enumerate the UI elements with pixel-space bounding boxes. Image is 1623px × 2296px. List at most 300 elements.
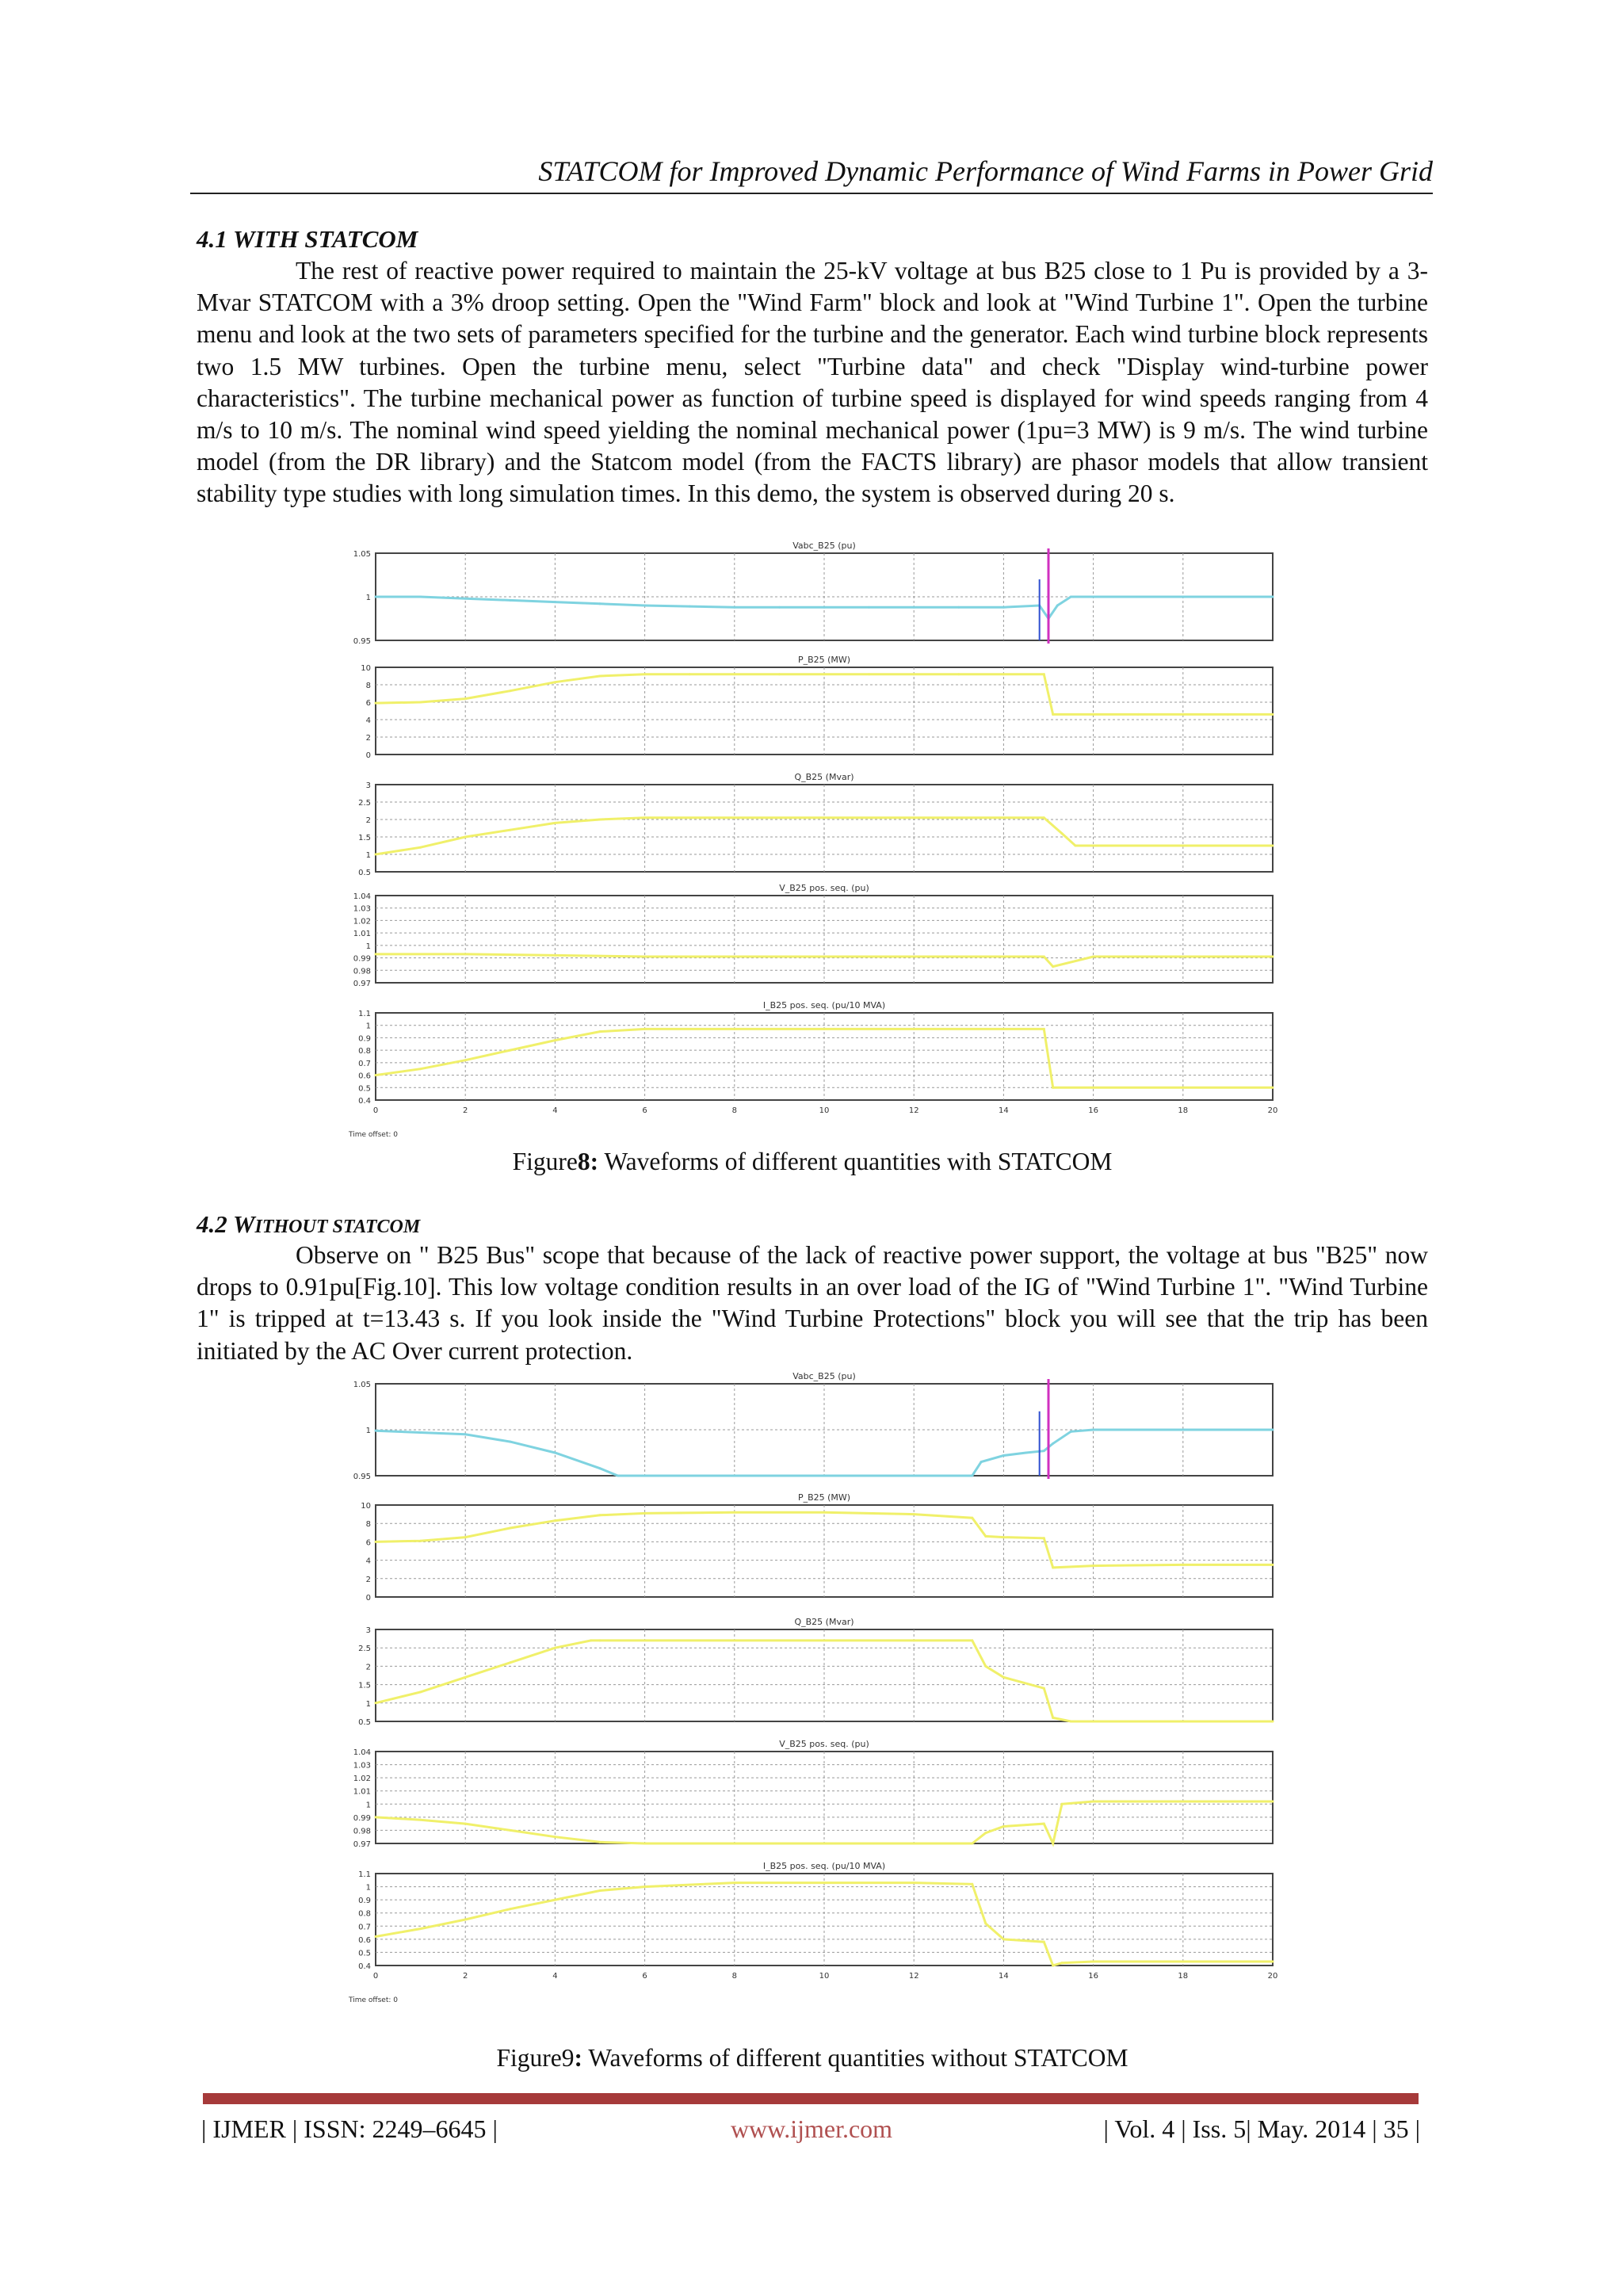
y-tick-label: 1.1 [358,1010,371,1018]
y-tick-label: 0.6 [358,1935,371,1945]
figure9-caption: Figure9: Waveforms of different quantities without STATCOM [496,2044,1128,2072]
data-point [1043,1687,1045,1690]
x-tick-label: 2 [463,1106,468,1115]
data-point [1052,713,1054,716]
data-point [554,822,556,824]
scope-panel [358,772,1274,877]
data-point [1182,1721,1184,1723]
y-tick-label: 0 [365,751,371,760]
x-tick-label: 8 [731,1106,737,1115]
data-point [375,1935,377,1938]
y-tick-label: 2.5 [358,799,371,808]
x-tick-label: 12 [908,1972,919,1981]
data-point [464,836,467,839]
panel-title: I_B25 pos. seq. (pu/10 MVA) [762,1861,886,1871]
section-4-2-paragraph: Observe on " B25 Bus" scope that because of the lack of reactive power support, the voltage at bus "B25" now drops to 0.91pu[Fig.10]. This low voltage condition results in an over load of the IG of "Wind Turbine 1". "Wind Turbine 1" is tripped at t=13.43 s. If you look inside the "Wind Turbine Protections" block you will see that the trip has been initiated by the AC Over current protection. [197,1241,1428,1365]
y-tick-label: 1.03 [353,1761,371,1771]
data-point [823,673,826,675]
data-point [1272,1087,1274,1089]
data-point [1052,1717,1054,1719]
data-point [1070,1721,1072,1723]
data-point [733,1511,735,1514]
y-tick-label: 0 [365,1594,371,1603]
data-point [1002,1825,1005,1828]
y-tick-label: 4 [365,1557,371,1566]
data-point [689,673,691,675]
data-point [1056,605,1059,607]
panel-title: Q_B25 (Mvar) [794,1617,854,1627]
y-tick-label: 1.04 [353,1748,371,1757]
data-point [1002,1938,1005,1940]
data-point [1182,845,1184,847]
data-point [1092,1429,1094,1431]
data-point [375,854,377,856]
data-point [464,1433,467,1435]
y-tick-label: 1.01 [353,1787,371,1797]
data-point [971,1475,973,1477]
y-tick-label: 8 [365,1520,371,1530]
data-point [1002,1454,1005,1457]
y-tick-label: 0.99 [353,954,371,964]
x-tick-label: 2 [463,1972,468,1981]
data-point [957,606,960,609]
data-point [1272,1429,1274,1431]
data-point [375,1541,377,1543]
data-point [823,816,826,819]
data-point [1043,1537,1045,1539]
x-tick-label: 6 [642,1972,647,1981]
data-point [1272,1564,1274,1566]
data-point [823,1028,826,1030]
data-point [1002,956,1005,958]
footer-issue-page: | Vol. 4 | Iss. 5| May. 2014 | 35 | [1103,2115,1420,2143]
y-tick-label: 0.9 [358,1897,371,1906]
data-point [375,1430,377,1432]
data-point [1043,1450,1045,1452]
data-point [1002,673,1005,675]
data-point [1052,1442,1054,1445]
y-tick-label: 0.6 [358,1072,371,1081]
data-point [1052,1965,1054,1967]
data-point [509,1829,511,1832]
scope-panel [353,541,1274,646]
panel-title: V_B25 pos. seq. (pu) [779,1739,869,1749]
scope-panel [353,1739,1274,1849]
data-point [823,1881,826,1884]
data-point [554,954,556,957]
header-rule [190,193,1433,194]
data-point [554,1452,556,1454]
x-tick-label: 0 [372,1972,379,1981]
panel-title: I_B25 pos. seq. (pu/10 MVA) [762,1000,886,1010]
data-point [1074,845,1076,847]
data-point [1052,1087,1054,1089]
data-point [1137,1429,1140,1431]
time-offset-label: Time offset: 0 [349,1131,398,1139]
y-tick-label: 0.97 [353,1840,371,1849]
data-point [464,1536,467,1538]
x-tick-label: 4 [552,1972,558,1981]
x-tick-label: 18 [1178,1106,1189,1115]
y-tick-label: 1.02 [353,1775,371,1784]
figure8-caption: Figure8: Waveforms of different quantities with STATCOM [512,1148,1113,1175]
data-point [419,1431,422,1434]
data-point [1092,1961,1094,1963]
data-point [913,606,915,609]
y-tick-label: 0.8 [358,1047,371,1056]
data-point [599,1514,601,1516]
data-point [1227,596,1229,598]
data-point [509,829,511,831]
y-tick-label: 1.04 [353,892,371,901]
data-point [554,1899,556,1901]
data-point [1272,1961,1274,1963]
data-point [1227,713,1229,716]
data-point [689,606,691,608]
data-point [913,1028,915,1030]
data-point [1137,713,1140,716]
scope-panel [353,883,1274,988]
data-point [464,1919,467,1921]
data-point [599,1467,601,1469]
data-point [971,1639,973,1641]
y-tick-label: 1.02 [353,917,371,926]
y-tick-label: 0.4 [358,1097,371,1106]
y-tick-label: 3 [365,1626,371,1635]
data-point [419,701,422,704]
panel-title: Q_B25 (Mvar) [794,772,854,782]
x-tick-label: 12 [908,1106,919,1115]
data-point [1052,965,1054,968]
y-tick-label: 1 [365,1699,371,1709]
footer-website: www.ijmer.com [730,2115,893,2143]
data-point [1092,1800,1094,1802]
y-tick-label: 1 [365,1883,371,1893]
data-point [554,681,556,683]
data-point [509,1441,511,1443]
data-point [1227,1429,1229,1431]
data-point [1227,845,1229,847]
section-4-1-paragraph: The rest of reactive power required to maintain the 25-kV voltage at bus B25 close to 1 Pu is provided by a 3-Mvar STATCOM with a 3% droop setting. Open the "Wind Farm" block and look at "Wind Turbine 1". Open the turbine menu and look at the two sets of parameters specified for the turbine and the generator. Each wind turbine block represents two 1.5 MW turbines. Open the turbine menu, select "Turbine data" and check "Display wind-turbine power characteristics". The turbine mechanical power as function of turbine speed is displayed for wind speeds ranging from 4 m/s to 10 m/s. The nominal wind speed yielding the nominal mechanical power (1pu=3 MW) is 9 m/s. The wind turbine model (from the DR library) and the Statcom model (from the FACTS library) are phasor models that allow transient stability type studies with long simulation times. In this demo, the system is observed during 20 s. [197,257,1428,508]
data-point [778,673,781,675]
data-point [778,606,781,609]
data-point [971,1517,973,1519]
x-tick-label: 10 [819,1972,830,1981]
scope-panel [358,1617,1274,1727]
scope-panel [361,1492,1274,1603]
data-point [419,1068,422,1070]
data-point [984,1665,987,1668]
data-point [464,1823,467,1825]
panel-title: Vabc_B25 (pu) [792,541,856,551]
x-tick-label: 18 [1178,1972,1189,1981]
data-point [1043,816,1045,819]
data-point [1272,956,1274,958]
data-point [984,1922,987,1924]
x-tick-label: 4 [552,1106,558,1115]
data-point [1182,1800,1184,1802]
scope-panel [353,1371,1274,1481]
data-point [1182,1961,1184,1963]
data-point [554,1519,556,1522]
data-point [599,602,601,605]
data-point [1092,845,1094,847]
data-point [984,1832,987,1834]
data-point [913,1513,915,1515]
y-tick-label: 10 [361,664,371,673]
data-point [419,1540,422,1542]
data-point [1272,596,1274,598]
data-point [599,1639,601,1641]
y-tick-label: 2 [365,734,371,743]
footer-journal: | IJMER | ISSN: 2249–6645 | [201,2115,498,2143]
y-tick-label: 1 [365,1801,371,1810]
section-heading-4-2: 4.2 WITHOUT STATCOM [197,1210,421,1238]
data-point [643,673,646,675]
data-point [599,1030,601,1033]
y-tick-label: 10 [361,1502,371,1511]
y-tick-label: 1.01 [353,930,371,939]
data-point [464,953,467,955]
data-point [1052,1843,1054,1845]
data-point [643,1512,646,1515]
data-point [1137,1721,1140,1723]
data-point [509,1049,511,1052]
data-point [1070,1431,1072,1433]
y-tick-label: 0.98 [353,1827,371,1836]
y-tick-label: 6 [365,699,371,708]
data-point [1092,596,1094,598]
data-point [1060,1962,1063,1964]
data-point [1272,713,1274,716]
x-tick-label: 14 [999,1106,1009,1115]
data-point [1002,1028,1005,1030]
data-point [868,673,870,675]
data-point [419,1690,422,1693]
data-point [643,956,646,958]
data-point [733,606,735,609]
y-tick-label: 1.1 [358,1870,371,1879]
section-heading-4-1: 4.1 WITH STATCOM [197,225,418,253]
y-tick-label: 6 [365,1538,371,1548]
data-point [1182,1429,1184,1431]
data-point [913,816,915,819]
data-point [554,1039,556,1041]
running-title: STATCOM for Improved Dynamic Performance of Wind Farms in Power Grid [538,155,1433,187]
data-point [554,1647,556,1649]
data-point [957,673,960,675]
data-point [509,1908,511,1910]
data-point [1092,956,1094,958]
y-tick-label: 4 [365,716,371,725]
x-tick-label: 20 [1267,1972,1278,1981]
y-tick-label: 0.98 [353,967,371,976]
scope-panel [361,655,1274,760]
data-point [1137,845,1140,847]
data-point [1002,1676,1005,1679]
figure8-waveforms [341,541,1300,1145]
data-point [1043,1823,1045,1825]
data-point [464,598,467,600]
x-tick-label: 14 [999,1972,1009,1981]
data-point [733,1028,735,1030]
data-point [1070,596,1072,598]
data-point [375,1816,377,1818]
data-point [823,956,826,958]
y-tick-label: 0.4 [358,1962,371,1971]
footer-bar [203,2093,1419,2104]
data-point [1043,673,1045,675]
data-point [733,1881,735,1884]
data-point [509,1527,511,1530]
data-point [1025,1452,1027,1454]
y-tick-label: 1.05 [353,1381,371,1389]
x-tick-label: 0 [372,1106,379,1115]
time-offset-label: Time offset: 0 [349,1996,398,2004]
data-point [1182,713,1184,716]
data-point [971,1843,973,1845]
data-point [913,673,915,675]
data-point [1182,1564,1184,1566]
y-tick-label: 0.9 [358,1034,371,1044]
data-point [464,1059,467,1061]
data-point [419,846,422,849]
data-point [971,1883,973,1885]
data-point [1092,713,1094,716]
data-point [1060,1803,1063,1805]
data-point [984,1535,987,1538]
data-point [643,1028,646,1030]
data-point [1272,845,1274,847]
data-point [868,606,870,609]
x-tick-label: 6 [642,1106,647,1115]
y-tick-label: 0.5 [358,1718,371,1727]
data-point [1002,1536,1005,1538]
data-point [1092,1564,1094,1567]
data-point [554,1836,556,1838]
data-point [913,956,915,958]
data-point [823,1511,826,1514]
data-point [643,816,646,819]
y-tick-label: 1.05 [353,550,371,559]
panel-title: Vabc_B25 (pu) [792,1371,856,1381]
data-point [419,1927,422,1930]
y-tick-label: 0.99 [353,1813,371,1823]
figure9-waveforms [341,1371,1300,2034]
y-tick-label: 3 [365,781,371,790]
data-point [1002,816,1005,819]
data-point [375,1702,377,1704]
data-point [980,1461,983,1463]
data-point [823,606,826,609]
data-point [643,1843,646,1845]
data-point [733,816,735,819]
y-tick-label: 2 [365,1575,371,1584]
data-point [1092,1721,1094,1723]
data-point [643,605,646,607]
y-tick-label: 0.5 [358,869,371,877]
y-tick-label: 8 [365,682,371,690]
y-tick-label: 2 [365,1663,371,1672]
y-tick-label: 0.8 [358,1909,371,1919]
data-point [375,953,377,955]
y-tick-label: 0.5 [358,1949,371,1958]
data-point [419,1819,422,1821]
data-point [419,596,422,598]
data-point [509,1661,511,1664]
data-point [554,601,556,603]
data-point [733,956,735,958]
x-tick-label: 16 [1088,1972,1098,1981]
data-point [1052,1566,1054,1568]
y-tick-label: 0.7 [358,1923,371,1932]
y-tick-label: 2.5 [358,1645,371,1654]
data-point [913,1881,915,1884]
data-point [733,673,735,675]
data-point [1060,832,1063,835]
y-tick-label: 1.03 [353,904,371,914]
data-point [1182,1087,1184,1089]
y-tick-label: 1 [365,851,371,860]
y-tick-label: 1.5 [358,834,371,842]
data-point [1043,1941,1045,1943]
y-tick-label: 1 [365,1022,371,1031]
scope-panel [358,1861,1274,1971]
y-tick-label: 0.7 [358,1059,371,1068]
data-point [1043,1028,1045,1030]
data-point [464,697,467,700]
data-point [599,1841,601,1843]
y-tick-label: 0.97 [353,980,371,988]
data-point [464,1676,467,1679]
data-point [590,1639,592,1641]
data-point [617,1475,619,1477]
y-tick-label: 0.95 [353,1473,371,1481]
data-point [1182,956,1184,958]
data-point [509,599,511,602]
data-point [599,819,601,821]
data-point [1182,596,1184,598]
data-point [509,690,511,692]
data-point [599,1889,601,1892]
y-tick-label: 1.5 [358,1681,371,1690]
data-point [1137,596,1140,598]
data-point [375,596,377,598]
y-tick-label: 1 [365,594,371,602]
x-tick-label: 20 [1267,1106,1278,1115]
x-tick-label: 8 [731,1972,737,1981]
data-point [1272,1721,1274,1723]
panel-title: P_B25 (MW) [797,1492,851,1503]
scope-panel [358,1000,1274,1106]
data-point [375,1074,377,1076]
y-tick-label: 2 [365,816,371,825]
data-point [1272,1800,1274,1802]
data-point [1092,1087,1094,1089]
data-point [913,1639,915,1641]
data-point [1002,606,1005,609]
data-point [599,675,601,678]
x-tick-label: 10 [819,1106,830,1115]
data-point [375,702,377,705]
data-point [643,1885,646,1888]
y-tick-label: 0.5 [358,1084,371,1094]
panel-title: V_B25 pos. seq. (pu) [779,883,869,893]
panel-title: P_B25 (MW) [797,655,851,665]
data-point [1043,956,1045,958]
y-tick-label: 1 [365,942,371,951]
y-tick-label: 1 [365,1427,371,1435]
